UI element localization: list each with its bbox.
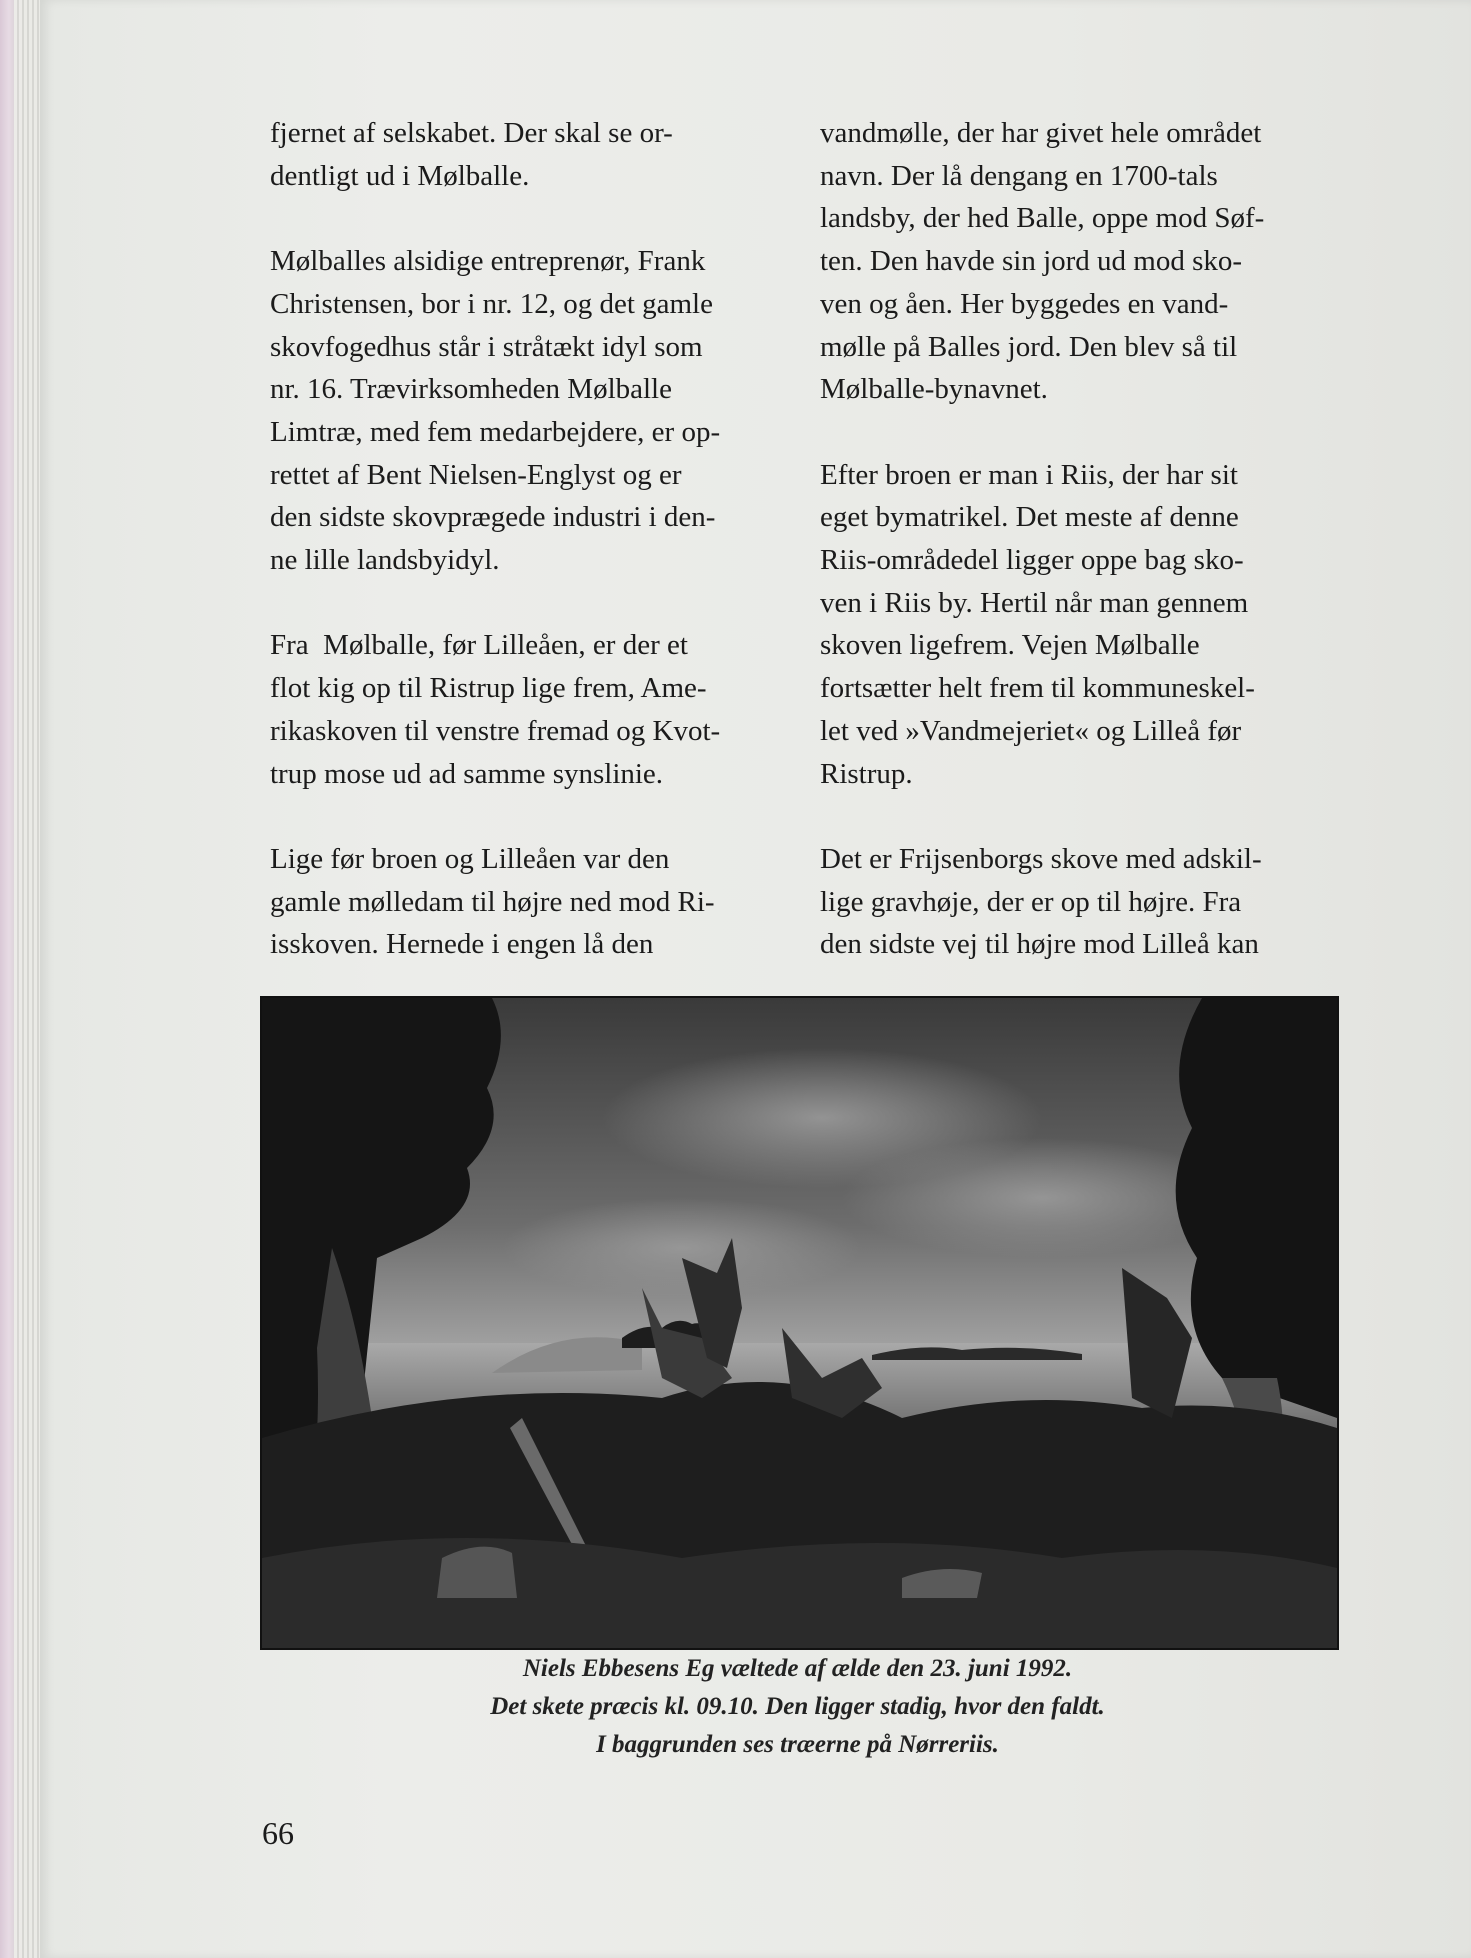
text-line: Ristrup. [820, 757, 913, 790]
caption-line: Det skete præcis kl. 09.10. Den ligger stadig, hvor den faldt. [490, 1693, 1105, 1720]
page-number: 66 [262, 1815, 294, 1851]
photo-caption [330, 1650, 1265, 1764]
text-line: navn. Der lå dengang en 1700-tals [820, 159, 1218, 192]
text-line: Efter broen er man i Riis, der har sit [820, 458, 1238, 491]
text-line: rikaskoven til venstre fremad og Kvot- [270, 714, 721, 747]
text-line: eget bymatrikel. Det meste af denne [820, 501, 1239, 534]
text-line: Mølballe-bynavnet. [820, 373, 1048, 406]
text-line: trup mose ud ad samme synslinie. [270, 757, 664, 790]
cloud [502, 1198, 862, 1298]
text-line: Limtræ, med fem medarbejdere, er op- [270, 415, 721, 448]
text-line: landsby, der hed Balle, oppe mod Søf- [820, 202, 1265, 235]
text-line: ven i Riis by. Hertil når man gennem [820, 586, 1249, 619]
text-line: flot kig op til Ristrup lige frem, Ame- [270, 672, 707, 705]
text-line: ne lille landsbyidyl. [270, 544, 500, 577]
right-text-column [820, 112, 1340, 966]
text-line: nr. 16. Trævirksomheden Mølballe [270, 373, 672, 406]
photo-drawing [262, 998, 1337, 1648]
text-line: fjernet af selskabet. Der skal se or- [270, 117, 673, 149]
fallen-oak-photo [260, 996, 1339, 1650]
text-line: Lige før broen og Lilleåen var den [270, 842, 670, 875]
text-line: ven og åen. Her byggedes en vand- [820, 287, 1229, 320]
text-line: skovfogedhus står i stråtækt idyl som [270, 330, 703, 363]
text-line: gamle mølledam til højre ned mod Ri- [270, 885, 715, 918]
text-line: Mølballes alsidige entreprenør, Frank [270, 245, 706, 278]
paragraph-gap [270, 582, 790, 625]
paragraph-gap [820, 411, 1340, 454]
caption-line: Niels Ebbesens Eg væltede af ælde den 23. juni 1992. [522, 1655, 1073, 1682]
text-line: mølle på Balles jord. Den blev så til [820, 330, 1238, 363]
text-line: rettet af Bent Nielsen-Englyst og er [270, 458, 682, 491]
foreground-grass [262, 1538, 1337, 1648]
text-line: Fra Mølballe, før Lilleåen, er der et [270, 629, 688, 662]
paragraph-gap [270, 795, 790, 838]
text-line: vandmølle, der har givet hele området [820, 117, 1262, 149]
text-line: lige gravhøje, der er op til højre. Fra [820, 885, 1242, 918]
left-text-column [270, 112, 790, 966]
text-line: Riis-områdedel ligger oppe bag sko- [820, 544, 1244, 577]
text-line: ten. Den havde sin jord ud mod sko- [820, 245, 1243, 278]
text-line: Det er Frijsenborgs skove med adskil- [820, 842, 1262, 875]
paragraph-gap [270, 197, 790, 240]
text-line: fortsætter helt frem til kommuneskel- [820, 672, 1255, 705]
text-line: isskoven. Hernede i engen lå den [270, 928, 654, 961]
text-line: den sidste skovprægede industri i den- [270, 501, 716, 534]
paragraph-gap [820, 795, 1340, 838]
text-line: dentligt ud i Mølballe. [270, 159, 530, 192]
text-line: den sidste vej til højre mod Lilleå kan [820, 928, 1259, 961]
text-line: let ved »Vandmejeriet« og Lilleå før [820, 714, 1242, 747]
text-line: Christensen, bor i nr. 12, og det gamle [270, 287, 713, 320]
text-line: skoven ligefrem. Vejen Mølballe [820, 629, 1200, 662]
caption-line: I baggrunden ses træerne på Nørreriis. [596, 1731, 999, 1758]
